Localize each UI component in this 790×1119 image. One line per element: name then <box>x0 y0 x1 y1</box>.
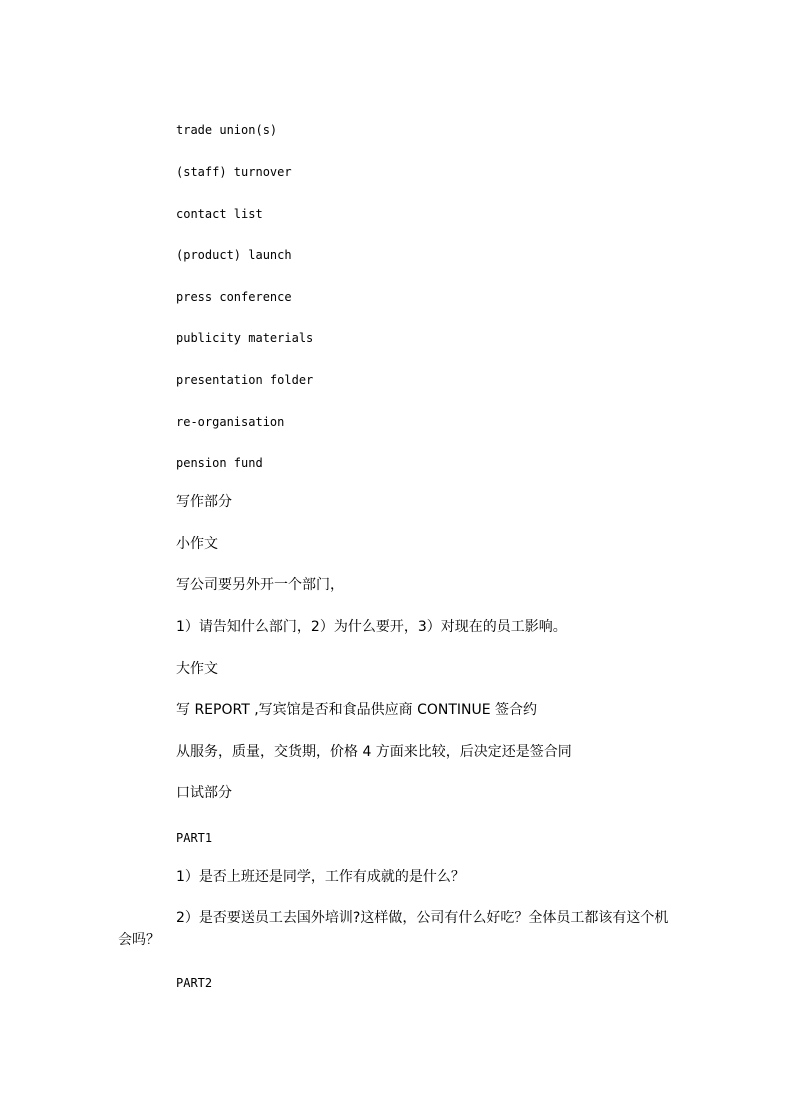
part1-question-2: 2）是否要送员工去国外培训?这样做，公司有什么好吃？全体员工都该有这个机会吗？ <box>118 910 669 948</box>
long-essay-task: 写 REPORT ,写宾馆是否和食品供应商 CONTINUE 签合约 <box>176 702 538 718</box>
vocab-re-organisation: re-organisation <box>176 415 285 429</box>
part1-question-1: 1）是否上班还是同学，工作有成就的是什么？ <box>176 869 465 885</box>
short-essay-task: 写公司要另外开一个部门， <box>176 577 344 593</box>
vocab-publicity-materials: publicity materials <box>176 331 314 345</box>
short-essay-heading: 小作文 <box>176 536 218 552</box>
vocab-press-conference: press conference <box>176 290 292 304</box>
vocab-contact-list: contact list <box>176 207 263 221</box>
writing-section-heading: 写作部分 <box>176 494 232 510</box>
long-essay-heading: 大作文 <box>176 661 218 677</box>
part1-label: PART1 <box>176 831 213 845</box>
part2-label: PART2 <box>176 976 213 990</box>
vocab-staff-turnover: (staff) turnover <box>176 165 292 179</box>
speaking-section-heading: 口试部分 <box>176 785 232 801</box>
long-essay-detail: 从服务，质量，交货期，价格 4 方面来比较，后决定还是签合同 <box>176 744 572 760</box>
vocab-trade-union: trade union(s) <box>176 123 278 137</box>
vocab-presentation-folder: presentation folder <box>176 373 314 387</box>
vocab-pension-fund: pension fund <box>176 456 263 470</box>
vocab-product-launch: (product) launch <box>176 248 292 262</box>
short-essay-points: 1）请告知什么部门，2）为什么要开，3）对现在的员工影响。 <box>176 619 567 635</box>
